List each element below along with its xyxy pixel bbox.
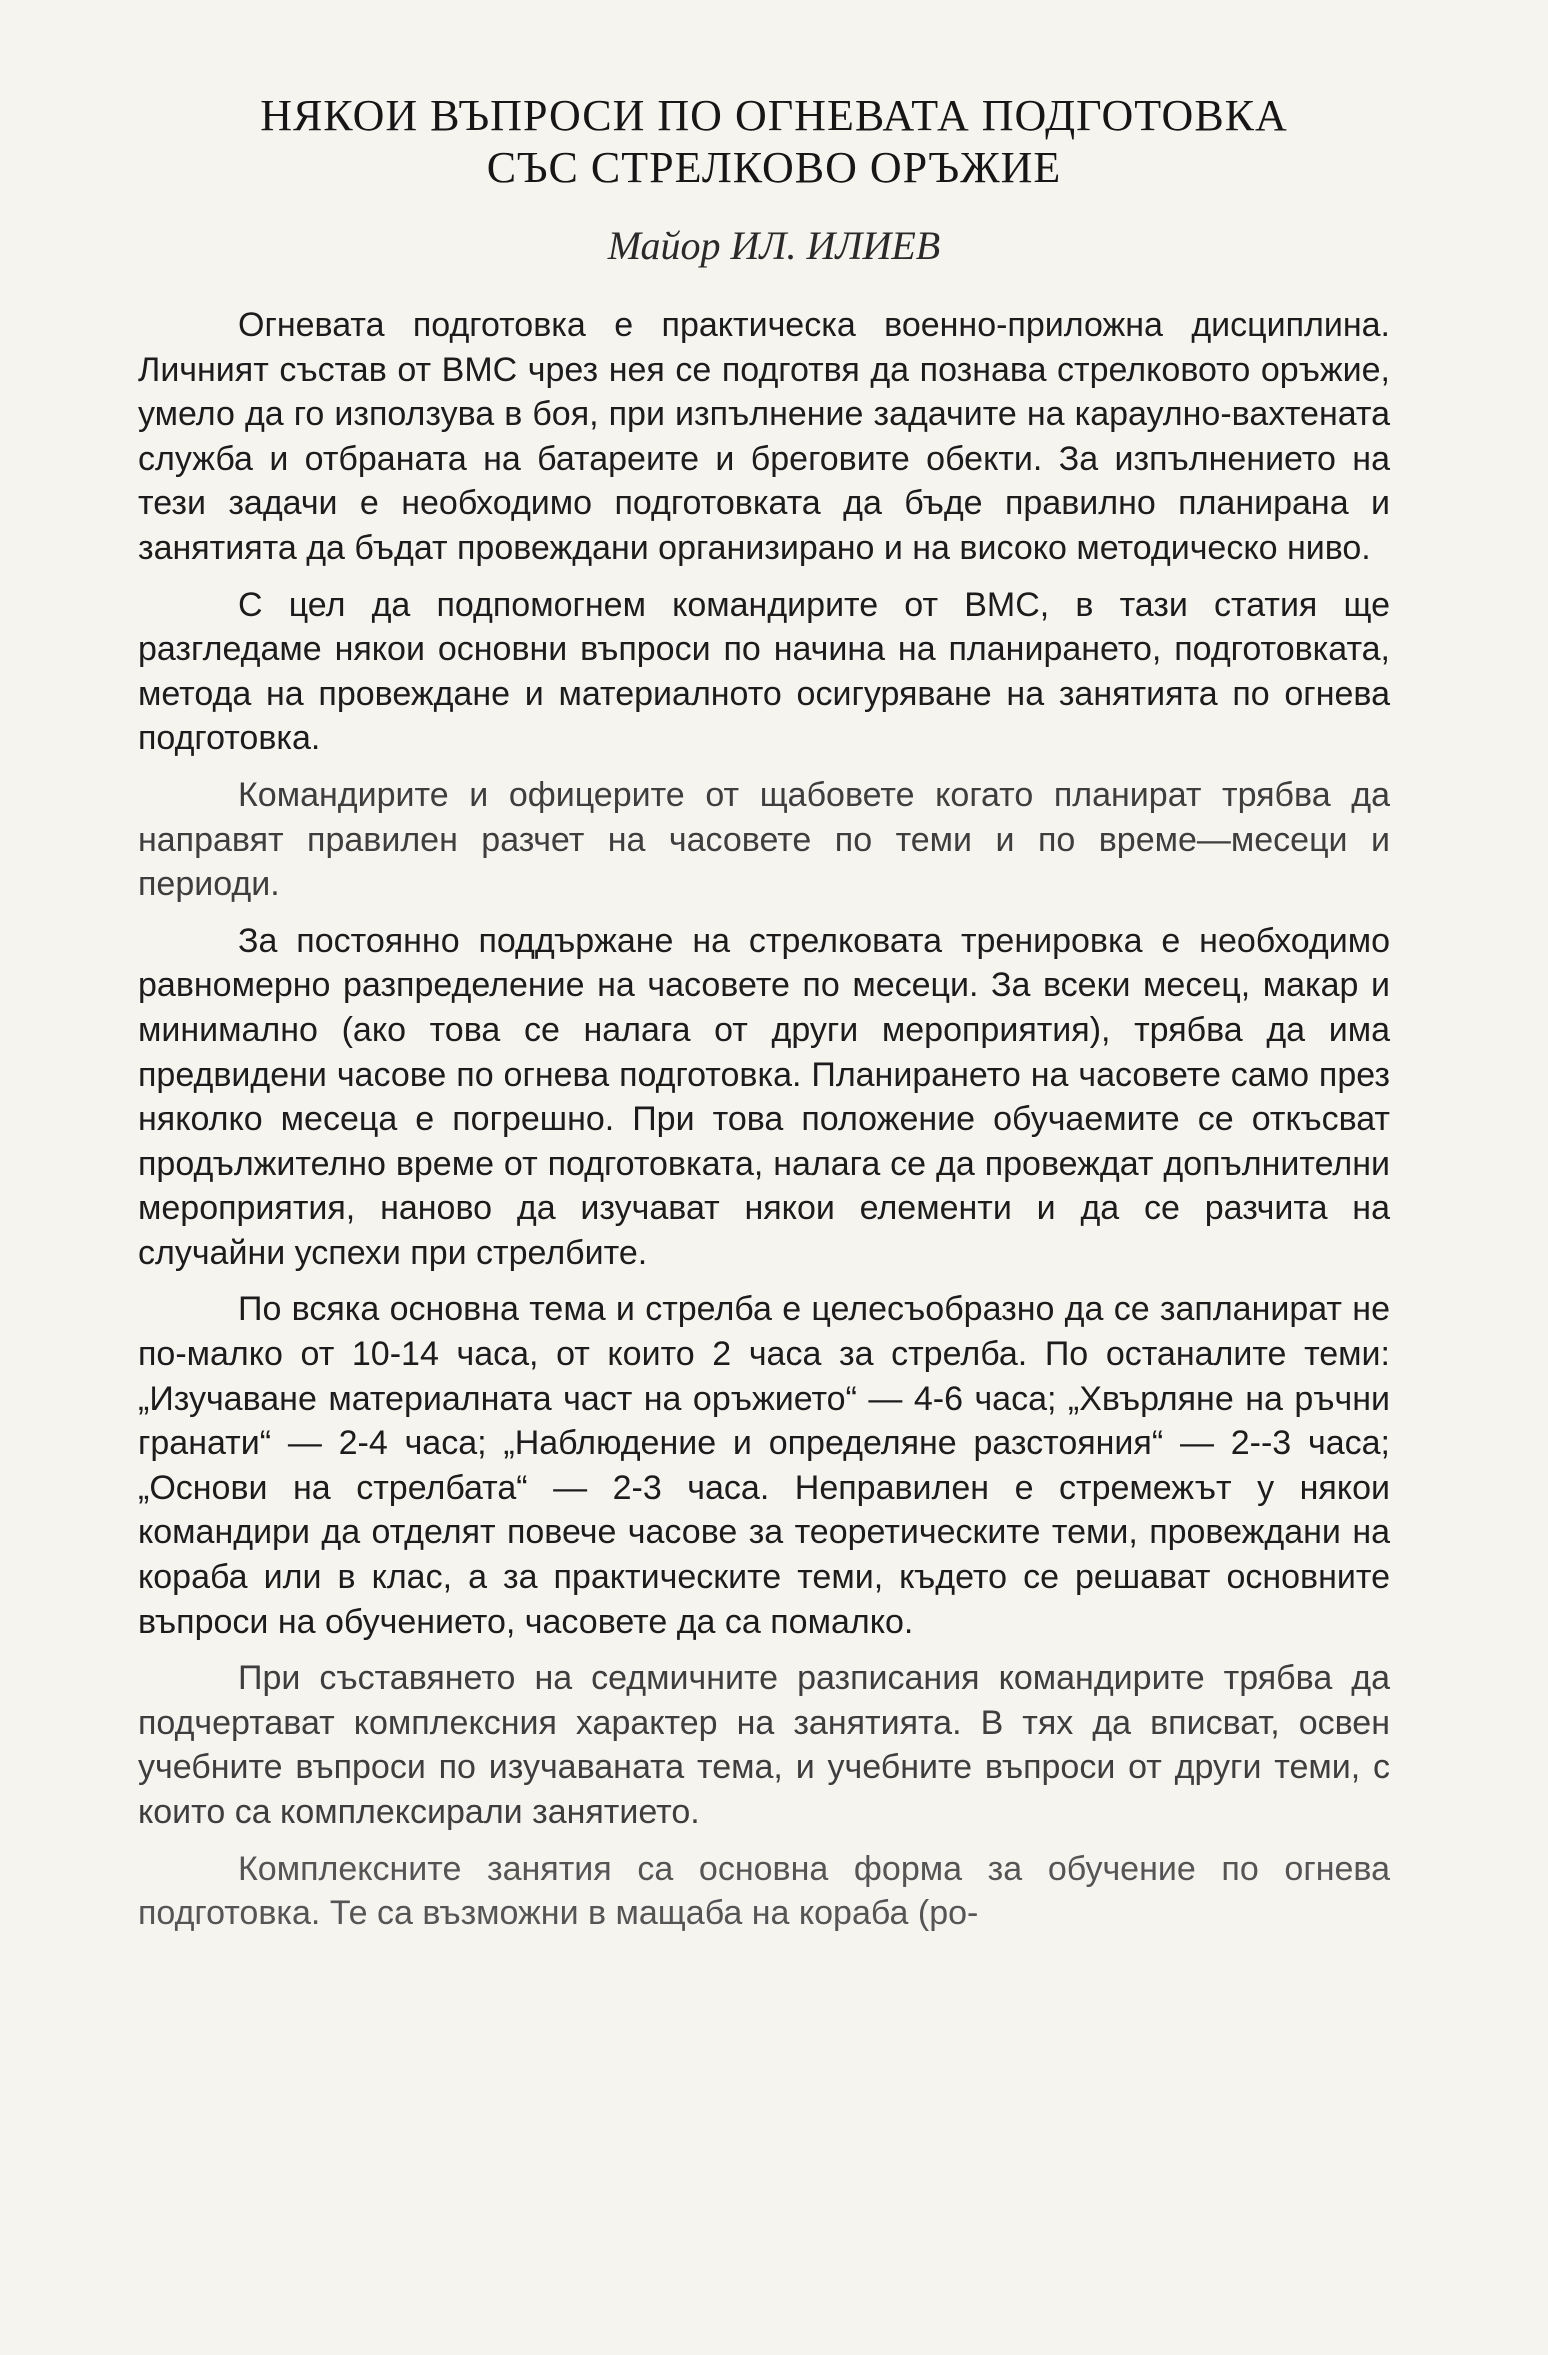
article-title-line-2: СЪС СТРЕЛКОВО ОРЪЖИЕ: [486, 143, 1062, 192]
paragraph-7: Комплексните занятия са основна форма за обучение по огнева подготовка. Те са възможни в мащаба на кораба (ро-: [138, 1849, 1390, 1933]
paragraph-2: С цел да подпомогнем командирите от ВМС, в тази статия ще разгледаме някои основни въпроси по начина на планирането, подготовката, метода на провеждане и материалното осигуряване на занятията по огнева подготовка.: [138, 585, 1390, 758]
paragraph-3: Командирите и офицерите от щабовете когато планират трябва да направят правилен разчет на часовете по теми и по време—месеци и периоди.: [138, 775, 1390, 904]
paragraph-5: По всяка основна тема и стрелба е целесъобразно да се запланират не по-малко от 10-14 часа, от които 2 часа за стрелба. По останалите теми: „Изучаване материалната част на оръжието“ — 4-6 часа; „Хвърляне на ръчни гранати“ — 2-4 часа; „Наблюдение и определяне разстояния“ — 2--3 часа; „Основи на стрелбата“ — 2-3 часа. Неправилен е стремежът у някои командири да отделят повече часове за теоретическите теми, провеждани на кораба или в клас, а за практическите теми, където се решават основните въпроси на обучението, часовете да са помалко.: [138, 1290, 1390, 1641]
article-author: Майор ИЛ. ИЛИЕВ: [607, 223, 941, 268]
paragraph-4: За постоянно поддържане на стрелковата тренировка е необходимо равномерно разпределение на часовете по месеци. За всеки месец, макар и минимално (ако това се налага от други мероприятия), трябва да има предвидени часове по огнева подготовка. Планирането на часовете само през няколко месеца е погрешно. При това положение обучаемите се откъсват продължително време от подготовката, налага се да провеждат допълнителни мероприятия, наново да изучават някои елементи и да се разчита на случайни успехи при стрелбите.: [138, 921, 1390, 1272]
paragraph-1: Огневата подготовка е практическа военно-приложна дисциплина. Личният състав от ВМС чрез нея се подготвя да познава стрелковото оръжие, умело да го използува в боя, при изпълнение задачите на караулно-вахтената служба и отбраната на батареите и бреговите обекти. За изпълнението на тези задачи е необходимо подготовката да бъде правилно планирана и занятията да бъдат провеждани организирано и на високо методическо ниво.: [138, 306, 1390, 567]
article-body: [138, 303, 1390, 1948]
paragraph-6: При съставянето на седмичните разписания командирите трябва да подчертават комплексния характер на занятията. В тях да вписват, освен учебните въпроси по изучаваната тема, и учебните въпроси от други теми, с които са комплексирали занятието.: [138, 1659, 1390, 1831]
article-title-line-1: НЯКОИ ВЪПРОСИ ПО ОГНЕВАТА ПОДГОТОВКА: [260, 91, 1288, 140]
